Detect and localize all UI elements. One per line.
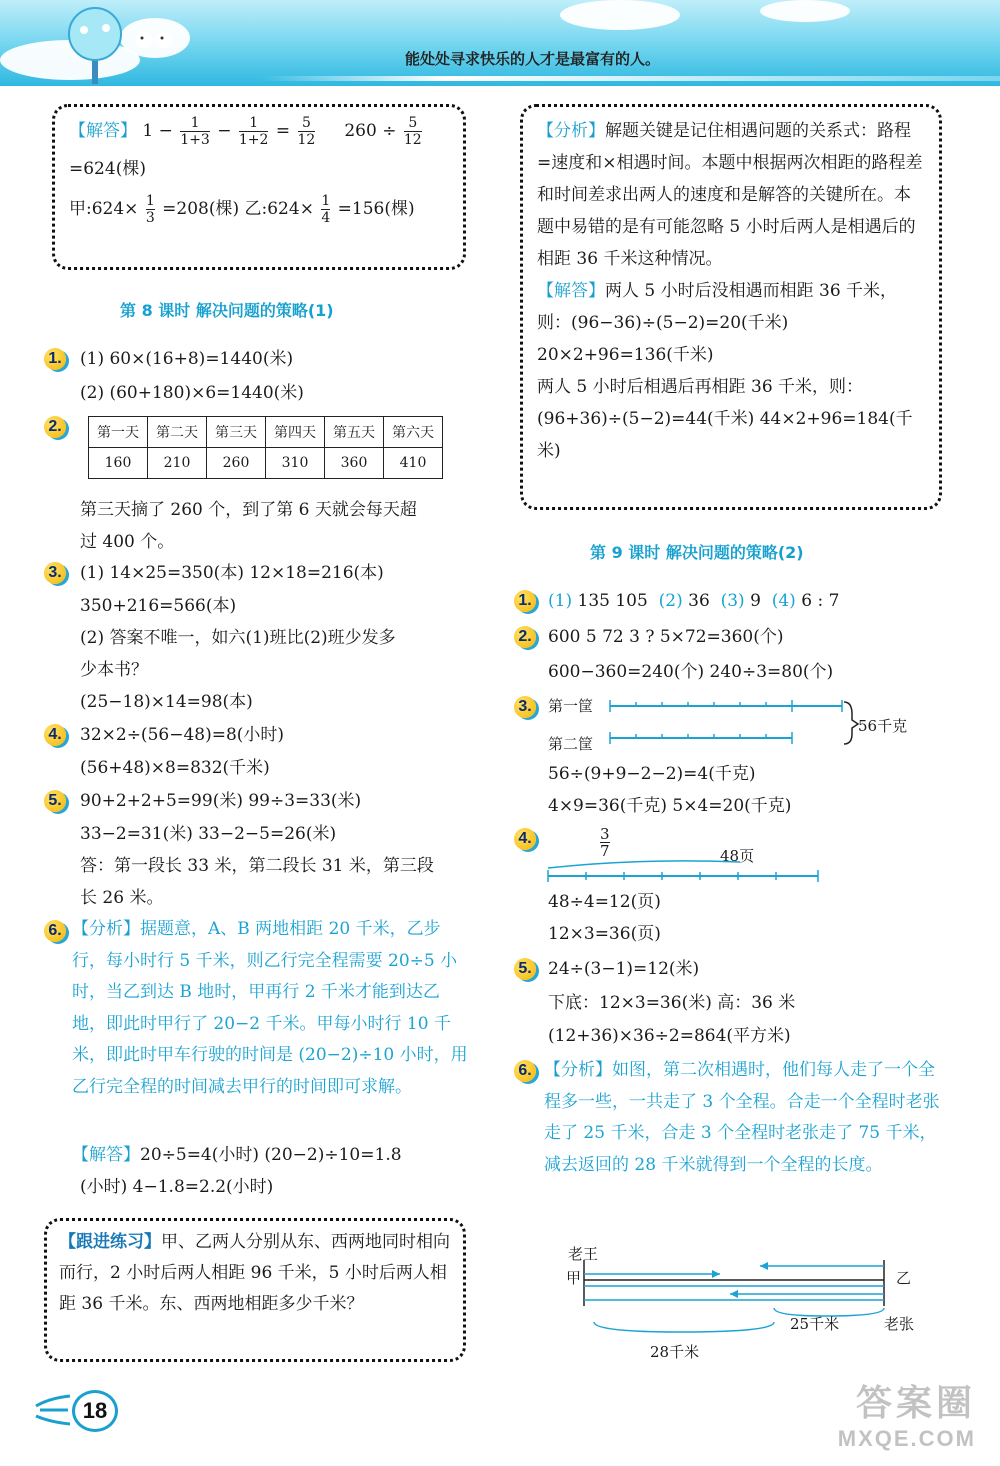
table-cell: 310 [266,448,325,479]
question-number: 3. [514,696,536,718]
r-q4-line-2: 12×3=36(页) [548,924,661,944]
answer-box [52,104,466,270]
answer-text-b: 20×2+96=136(千米) [537,345,714,365]
analysis-box [520,104,942,510]
q3-line-1: (1) 14×25=350(本) 12×18=216(本) [80,563,384,583]
basket-2-label: 第二筐 [548,735,594,753]
fraction [600,826,610,859]
question-number: 6. [44,920,66,942]
fraction: $\frac{5}{12}$ [297,115,316,148]
denominator: 7 [600,842,610,860]
laozhang-label: 老张 [884,1315,915,1333]
q5-line-1: 90+2+2+5=99(米) 99÷3=33(米) [80,791,362,811]
r-q4-line-1: 48÷4=12(页) [548,892,661,912]
header-motto: 能处处寻求快乐的人才是最富有的人。 [404,50,660,68]
q4-line-1: 32×2÷(56−48)=8(小时) [80,725,285,745]
followup-text: 甲、乙两人分别从东、西两地同时相向而行，2 小时后两人相距 96 千米，5 小时后两人相距 36 千米。东、西两地相距多少千米？ [59,1232,450,1314]
question-number: 1. [44,348,66,370]
watermark-line-1: 答案圈 [855,1382,976,1423]
question-number: 4. [44,724,66,746]
q4-line-2: (56+48)×8=832(千米) [80,758,270,778]
table-cell: 第六天 [384,417,443,448]
fraction: $\frac{1}{1+3}$ [180,115,210,148]
r-q5-line-1: 24÷(3−1)=12(米) [548,959,700,979]
text: (4) [771,591,796,611]
table-row [89,448,443,479]
q6-analysis [72,914,472,1103]
answer-tag: 【解答】 [537,281,605,301]
fraction: $\frac{1}{4}$ [321,193,331,226]
text: 1 − [142,121,173,141]
q1-line-1: (1) 60×(16+8)=1440(米) [80,349,294,369]
q3-line-4: 少本书？ [80,660,148,680]
lesson-9-title: 第 9 课时 解决问题的策略(2) [590,543,804,562]
answer-text-c: 两人 5 小时后相遇后再相距 36 千米，则：(96+36)÷(5−2)=44(千米) 44×2+96=184(千米) [537,377,913,461]
r-q1-line [548,585,839,617]
basket-1-label: 第一筐 [548,697,594,715]
table-cell: 第五天 [325,417,384,448]
q2-line-2: 过 400 个。 [80,532,175,552]
text: − [217,121,232,141]
numerator: 3 [600,825,610,843]
q2-line-1: 第三天摘了 260 个，到了第 6 天就会每天超 [80,500,417,520]
answer-tag: 【解答】 [72,1145,140,1165]
fraction: $\frac{1}{1+2}$ [238,115,269,148]
text: = [275,121,291,141]
pages-diagram [540,858,830,888]
question-number: 3. [44,562,66,584]
text: (2) [658,591,683,611]
table-cell: 360 [325,448,384,479]
cloud-decoration [760,0,850,22]
q1-line-2: (2) (60+180)×6=1440(米) [80,383,304,403]
text: 135 105 [577,591,648,611]
fraction: $\frac{5}{12}$ [403,115,422,148]
q6-answer-1 [72,1139,402,1171]
watermark [838,1375,976,1452]
r-q2-line-2: 600−360=240(个) 240÷3=80(个) [548,662,834,682]
days-table [88,416,443,479]
table-cell: 第二天 [148,417,207,448]
table-cell: 260 [207,448,266,479]
question-number: 4. [514,828,536,850]
weight-label: 56千克 [858,717,908,735]
question-number: 2. [514,626,536,648]
analysis-tag: 【分析】 [544,1060,612,1080]
cloud-decoration [560,0,680,30]
birds-icon [130,26,180,52]
distance-28-label: 28千米 [650,1343,700,1361]
analysis-tag: 【分析】 [72,919,140,939]
laowang-label: 老王 [568,1245,599,1263]
table-cell: 160 [89,448,148,479]
question-number: 1. [514,590,536,612]
fraction: $\frac{1}{3}$ [145,193,155,226]
followup-box [44,1218,466,1362]
q3-line-3: (2) 答案不唯一，如六(1)班比(2)班少发多 [80,628,396,648]
basket-diagram [606,694,866,750]
analysis-text: 如图，第二次相遇时，他们每人走了一个全程多一些，一共走了 3 个全程。合走一个全程时老张走了 25 千米，合走 3 个全程时老张走了 75 千米，减去返回的 28 千米就得到一个全程的长度。 [544,1060,940,1175]
text: =156(棵) [337,199,415,219]
r-q3-line-2: 4×9=36(千克) 5×4=20(千克) [548,796,792,816]
analysis-tag: 【分析】 [537,121,605,141]
text: 甲:624× [69,199,139,219]
analysis-text: 据题意，A、B 两地相距 20 千米，乙步行，每小时行 5 千米，则乙行完全程需要 20÷5 小时，当乙到达 B 地时，甲再行 2 千米才能到达乙地，即此时甲行了 20−2 千米。甲每小时行 10 千米，即此时甲车行驶的时间是 (20−2)÷10 小时，用乙行完全程的时间减去甲行的时间即可求解。 [72,919,468,1097]
table-cell: 410 [384,448,443,479]
lesson-8-title: 第 8 课时 解决问题的策略(1) [120,301,334,320]
text: 260 ÷ [344,121,397,141]
watermark-line-2: MXQE.COM [837,1426,976,1451]
r-q6-analysis [544,1055,944,1181]
q5-line-4: 长 26 米。 [80,888,164,908]
q3-line-5: (25−18)×14=98(本) [80,692,253,712]
r-q2-line-1: 600 5 72 3 ? 5×72=360(个) [548,627,784,647]
yi-label: 乙 [896,1269,912,1287]
page-header [0,0,1000,86]
q3-line-2: 350+216=566(本) [80,596,237,616]
header-swoosh [260,76,1000,81]
q6-answer-2: (小时) 4−1.8=2.2(小时) [80,1177,274,1197]
text: 36 [688,591,710,611]
r-q3-line-1: 56÷(9+9−2−2)=4(千克) [548,764,756,784]
text: 9 [750,591,761,611]
text: (1) [548,591,573,611]
q5-line-3: 答：第一段长 33 米，第二段长 31 米，第三段 [80,856,434,876]
text: 20÷5=4(小时) (20−2)÷10=1.8 [140,1145,402,1165]
table-cell: 第一天 [89,417,148,448]
table-cell: 第四天 [266,417,325,448]
followup-tag: 【跟进练习】 [59,1232,161,1252]
q5-line-2: 33−2=31(米) 33−2−5=26(米) [80,824,337,844]
text: =208(棵) 乙:624× [162,199,314,219]
table-cell: 第三天 [207,417,266,448]
speed-lines-icon [30,1390,74,1430]
answer-line-2: =624(棵) [69,159,146,179]
pages-label: 48页 [720,847,755,865]
r-q5-line-3: (12+36)×36÷2=864(平方米) [548,1026,791,1046]
answer-tag: 【解答】 [69,121,137,141]
answer-text-a: 两人 5 小时后没相遇而相距 36 千米，则：(96−36)÷(5−2)=20(千米) [537,281,898,333]
question-number: 2. [44,416,66,438]
question-number: 5. [44,790,66,812]
answer-line-1 [69,115,449,148]
jia-label: 甲 [566,1269,582,1287]
analysis-text: 解题关键是记住相遇问题的关系式：路程=速度和×相遇时间。本题中根据两次相距的路程差和时间差求出两人的速度和是解答的关键所在。本题中易错的是有可能忽略 5 小时后两人是相遇后的相距 36 千米这种情况。 [537,121,923,269]
table-header-row [89,417,443,448]
answer-line-3 [69,193,449,226]
distance-25-label: 25千米 [790,1315,840,1333]
text: 6 : 7 [801,591,840,611]
table-cell: 210 [148,448,207,479]
meeting-diagram [580,1256,890,1336]
text: (3) [720,591,745,611]
question-number: 5. [514,958,536,980]
question-number: 6. [514,1060,536,1082]
tree-icon [50,4,140,84]
page-number: 18 [72,1390,118,1432]
r-q5-line-2: 下底：12×3=36(米) 高：36 米 [548,993,796,1013]
